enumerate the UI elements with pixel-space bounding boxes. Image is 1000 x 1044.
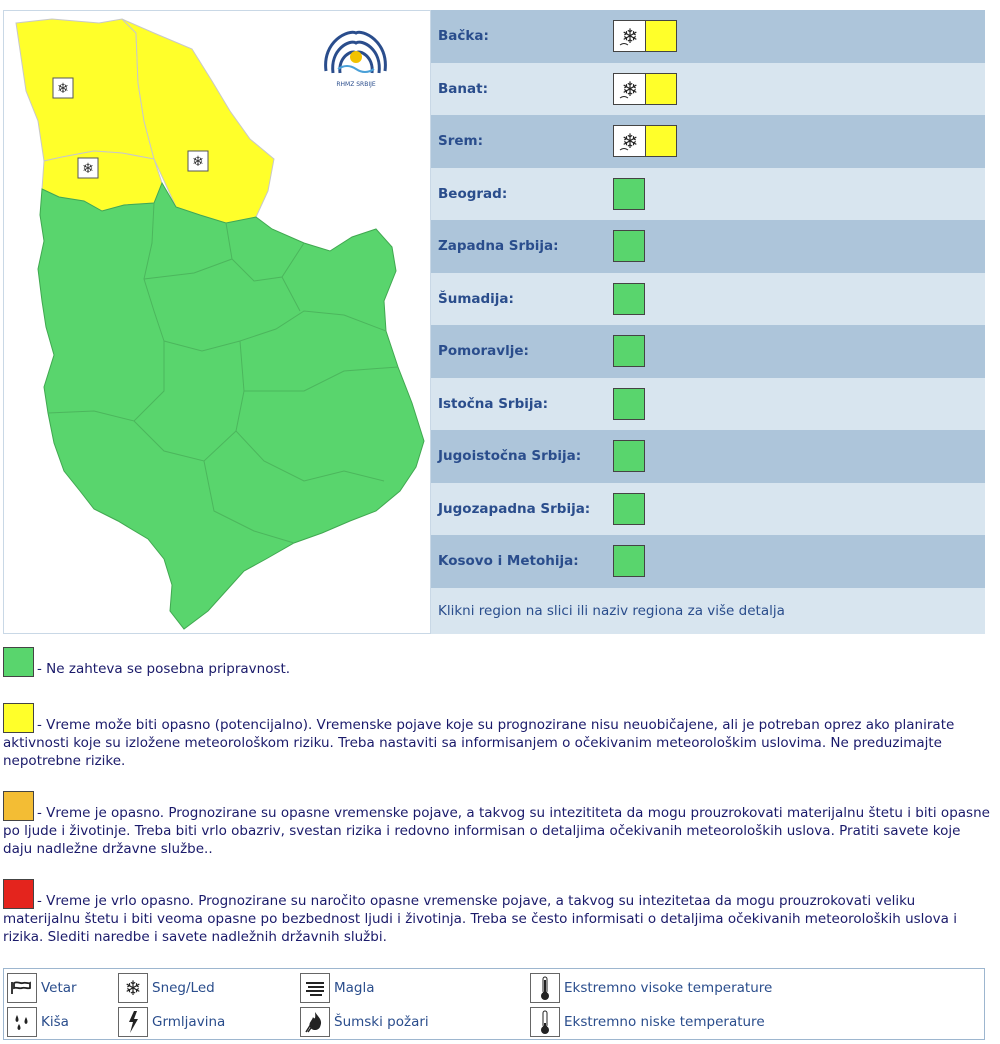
icon-legend-fire: Šumski požari [300, 1007, 429, 1037]
yellow-warning-box [645, 125, 677, 157]
legend-yellow [3, 703, 993, 770]
region-name-link[interactable]: Bačka: [438, 28, 489, 45]
region-name-link[interactable]: Zapadna Srbija: [438, 238, 559, 255]
yellow-swatch [3, 703, 34, 733]
green-warning-box[interactable] [613, 440, 645, 472]
icon-legend-rain: Kiša [7, 1007, 69, 1037]
green-warning-box[interactable] [613, 335, 645, 367]
region-row[interactable] [431, 220, 985, 273]
region-row[interactable] [431, 115, 985, 168]
red-swatch [3, 879, 34, 909]
region-row[interactable] [431, 430, 985, 483]
snow-ice-icon [613, 73, 645, 105]
yellow-warning-box [645, 73, 677, 105]
region-name-link[interactable]: Šumadija: [438, 290, 514, 307]
svg-text:❄: ❄ [621, 24, 638, 49]
icon-legend-fog: Magla [300, 973, 375, 1003]
warning-indicator[interactable] [613, 20, 677, 52]
icon-legend-thunder: Grmljavina [118, 1007, 225, 1037]
region-row[interactable] [431, 63, 985, 116]
map-region-central[interactable] [38, 183, 424, 629]
icon-legend [3, 968, 985, 1040]
region-name-link[interactable]: Kosovo i Metohija: [438, 553, 579, 570]
rain-icon [7, 1007, 37, 1037]
region-name-link[interactable]: Istočna Srbija: [438, 395, 549, 412]
thermometer-hot-icon [530, 973, 560, 1003]
region-row[interactable] [431, 483, 985, 536]
region-name-link[interactable]: Pomoravlje: [438, 343, 529, 360]
lightning-icon [118, 1007, 148, 1037]
legend-red-text: - Vreme je vrlo opasno. Prognozirane su naročito opasne vremenske pojave, a takvog su intezitetaa da mogu prouzrokovati veliku materijalnu štetu i biti veoma opasne po bezbednost ljudi i životinja. Treba se često informisati o detaljima očekivanih meteoroloških uslova i rizika. Slediti naredbe i savete nadležnih državnih službi. [3, 893, 957, 945]
logo-text: RHMZ SRBIJE [336, 81, 376, 88]
green-warning-box[interactable] [613, 283, 645, 315]
serbia-map-svg [4, 11, 432, 635]
orange-swatch [3, 791, 34, 821]
svg-text:❄: ❄ [192, 154, 204, 170]
legend-green-text: - Ne zahteva se posebna pripravnost. [37, 661, 291, 677]
forest-fire-icon [300, 1007, 330, 1037]
map-snow-icon-banat [188, 151, 208, 171]
warning-map [3, 10, 431, 634]
region-hint-text: Klikni region na slici ili naziv regiona za više detalja [431, 588, 985, 634]
rhmz-logo [326, 32, 386, 88]
icon-legend-wind: Vetar [7, 973, 77, 1003]
icon-legend-snow: ❄ Sneg/Led [118, 973, 215, 1003]
green-swatch [3, 647, 34, 677]
green-warning-box[interactable] [613, 178, 645, 210]
region-row[interactable] [431, 10, 985, 63]
legend-yellow-text: - Vreme može biti opasno (potencijalno). Vremenske pojave koje su prognozirane nisu neuobičajene, ali je potreban oprez ako planirate aktivnosti koje su izložene meteorološkom riziku. Treba nastaviti sa informisanjem o očekivanim meteorološkim uslovima. Ne preduzimajte nepotrebne rizike. [3, 717, 955, 769]
map-snow-icon-backa [53, 78, 73, 98]
wind-icon [7, 973, 37, 1003]
green-warning-box[interactable] [613, 230, 645, 262]
region-row[interactable] [431, 168, 985, 221]
thermometer-cold-icon [530, 1007, 560, 1037]
map-region-backa[interactable] [16, 19, 154, 161]
region-name-link[interactable]: Banat: [438, 80, 488, 97]
region-row[interactable] [431, 325, 985, 378]
green-warning-box[interactable] [613, 545, 645, 577]
snow-ice-icon [613, 125, 645, 157]
region-table [431, 10, 985, 634]
icon-legend-cold: Ekstremno niske temperature [530, 1007, 765, 1037]
svg-text:❄: ❄ [82, 161, 94, 177]
icon-legend-hot: Ekstremno visoke temperature [530, 973, 772, 1003]
fog-icon [300, 973, 330, 1003]
svg-text:❄: ❄ [621, 129, 638, 154]
region-row[interactable] [431, 378, 985, 431]
legend-orange [3, 791, 993, 858]
region-row[interactable] [431, 535, 985, 588]
snow-ice-icon [613, 20, 645, 52]
yellow-warning-box [645, 20, 677, 52]
snow-ice-icon: ❄ [118, 973, 148, 1003]
legend-green [3, 647, 993, 678]
svg-text:❄: ❄ [57, 81, 69, 97]
region-name-link[interactable]: Beograd: [438, 185, 508, 202]
warning-indicator[interactable] [613, 125, 677, 157]
region-name-link[interactable]: Jugoistočna Srbija: [438, 448, 582, 465]
legend-orange-text: - Vreme je opasno. Prognozirane su opasne vremenske pojave, a takvog su intezititeta da mogu prouzrokovati materijalnu štetu i biti opasne po ljude i životinje. Treba biti vrlo obazriv, svestan rizika i redovno informisan o detaljima očekivanih meteoroloških uslova. Pratiti savete koje daju nadležne državne službe.. [3, 805, 990, 857]
region-name-link[interactable]: Jugozapadna Srbija: [438, 500, 591, 517]
svg-text:❄: ❄ [621, 76, 638, 101]
green-warning-box[interactable] [613, 493, 645, 525]
region-row[interactable] [431, 273, 985, 326]
warning-indicator[interactable] [613, 73, 677, 105]
region-name-link[interactable]: Srem: [438, 133, 484, 150]
map-snow-icon-srem [78, 158, 98, 178]
green-warning-box[interactable] [613, 388, 645, 420]
legend-red [3, 879, 993, 946]
